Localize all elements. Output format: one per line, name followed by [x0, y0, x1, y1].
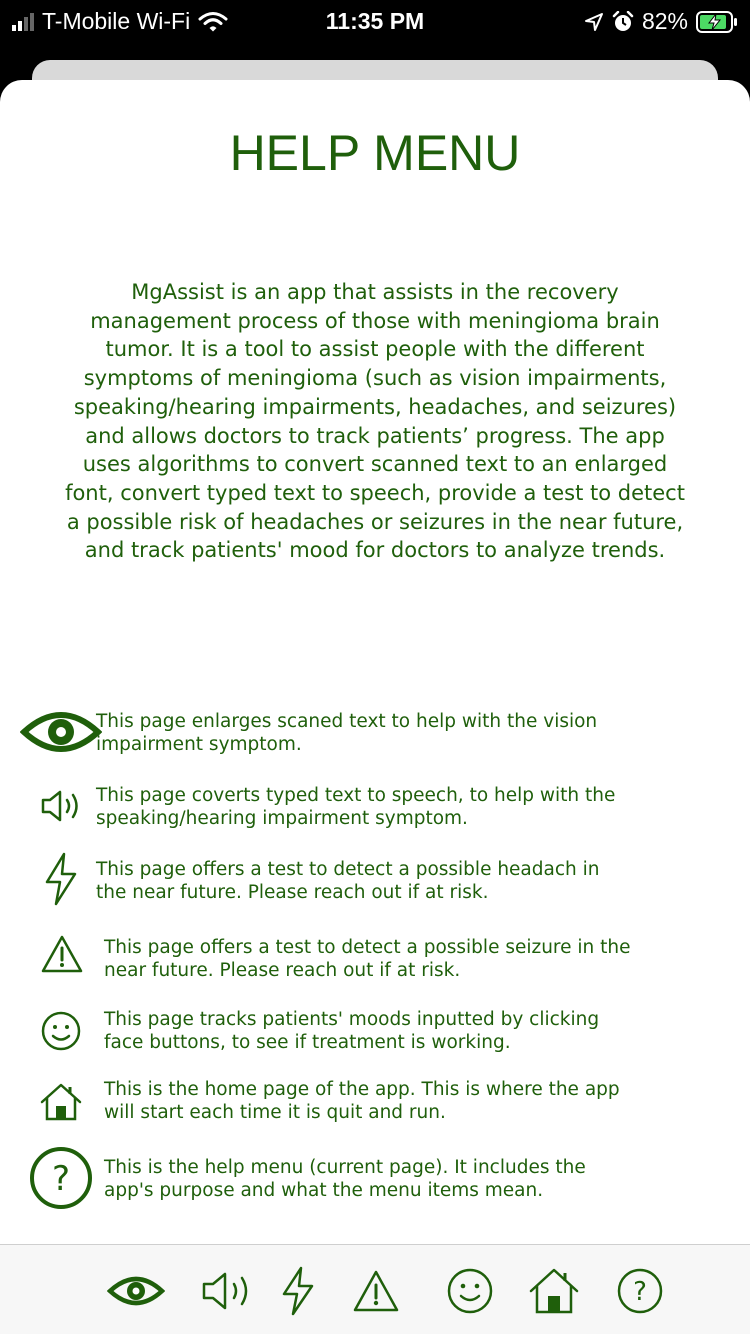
help-icon — [29, 1146, 93, 1210]
help-item-text: This is the home page of the app. This is where the app will start each time it is quit and run. — [104, 1079, 620, 1123]
tab-headache-test[interactable] — [270, 1263, 326, 1319]
svg-text:?: ? — [51, 1159, 71, 1199]
eye-icon — [107, 1272, 165, 1310]
app-description: MgAssist is an app that assists in the recovery management process of those with meningioma brain tumor. It is a tool to assist people with the different symptoms of meningioma (such as vision impairments, speaking/hearing impairments, headaches, and seizures) and allows doctors to track patients’ progress. The app uses algorithms to convert scanned text to an enlarged font, convert typed text to speech, provide a test to detect a possible risk of headaches or seizures in the near future, and track patients' mood for doctors to analyze trends. — [65, 280, 685, 563]
location-arrow-icon — [584, 12, 604, 32]
status-bar — [0, 0, 750, 44]
carrier-label: T-Mobile Wi-Fi — [42, 8, 191, 34]
warning-icon — [352, 1269, 400, 1313]
speaker-icon — [40, 788, 84, 824]
warning-icon — [40, 934, 84, 974]
tab-enlarge-text[interactable] — [108, 1263, 164, 1319]
tab-help[interactable] — [612, 1263, 668, 1319]
svg-text:?: ? — [633, 1277, 647, 1307]
help-sheet — [0, 80, 750, 1334]
lightning-icon — [281, 1266, 315, 1316]
clock: 11:35 PM — [325, 8, 425, 34]
alarm-icon — [612, 11, 634, 33]
tab-bar — [0, 1244, 750, 1334]
home-icon — [40, 1082, 82, 1122]
help-item-text: This page offers a test to detect a possible headach in the near future. Please reach out if at risk. — [96, 859, 600, 903]
help-item-text: This page tracks patients' moods inputted by clicking face buttons, to see if treatment is working. — [104, 1009, 600, 1053]
battery-charging-icon — [696, 11, 738, 33]
smiley-icon — [446, 1267, 494, 1315]
lightning-icon — [44, 852, 78, 906]
help-item-text: This is the help menu (current page). It includes the app's purpose and what the menu items mean. — [104, 1157, 586, 1201]
help-item-text: This page offers a test to detect a possible seizure in the near future. Please reach out if at risk. — [104, 937, 631, 981]
help-item-text: This page coverts typed text to speech, to help with the speaking/hearing impairment symptom. — [96, 785, 616, 829]
tab-mood-tracker[interactable] — [442, 1263, 498, 1319]
battery-percent: 82% — [641, 8, 688, 34]
speaker-icon — [201, 1269, 255, 1313]
eye-icon — [20, 706, 102, 758]
smiley-icon — [40, 1010, 82, 1052]
tab-text-to-speech[interactable] — [200, 1263, 256, 1319]
tab-home[interactable] — [526, 1263, 582, 1319]
help-item-text: This page enlarges scaned text to help with the vision impairment symptom. — [96, 711, 598, 755]
page-title: HELP MENU — [229, 125, 521, 181]
home-icon — [528, 1267, 580, 1315]
tab-seizure-test[interactable] — [348, 1263, 404, 1319]
help-icon — [616, 1267, 664, 1315]
